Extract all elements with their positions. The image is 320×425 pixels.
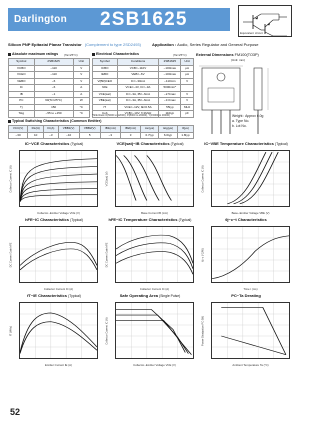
header-cell: IB2(mA) bbox=[120, 126, 140, 133]
plot-area bbox=[19, 150, 98, 207]
plot-title: IC−VBE Temperature Characteristics (Typical) bbox=[204, 141, 288, 146]
package-lot-no: b. Lot No. bbox=[232, 124, 247, 128]
table-cell: −55 to +150 bbox=[34, 111, 73, 118]
y-axis-label: Collector Current IC (A) bbox=[9, 165, 13, 193]
table-cell: pF bbox=[181, 111, 194, 118]
table-cell: 10 bbox=[28, 132, 44, 139]
x-axis-label: Base−Emitter Voltage VBE (V) bbox=[231, 211, 270, 215]
table-cell: 0.7typ bbox=[141, 132, 159, 139]
elec-title: Electrical Characteristics bbox=[92, 52, 139, 56]
x-axis-label: Collector Current IC (A) bbox=[139, 287, 170, 291]
y-axis-label: DC Current Gain hFE bbox=[9, 242, 13, 268]
curve bbox=[221, 307, 286, 354]
header-cell: IC(A) bbox=[44, 126, 58, 133]
x-axis-label: Collector−Emitter Voltage VCE (V) bbox=[37, 211, 80, 215]
y-axis-label: Collector Current IC (A) bbox=[201, 165, 205, 193]
header-cell: tf(μs) bbox=[177, 126, 193, 133]
characteristic-plot bbox=[8, 143, 100, 215]
table-cell: −2.5max bbox=[159, 91, 181, 98]
switching-title: Typical Switching Characteristics (Common Emitter) bbox=[8, 119, 101, 123]
plot-title: θj−c−t Characteristics bbox=[225, 217, 267, 222]
header-cell: Symbol bbox=[93, 59, 118, 66]
curve bbox=[20, 174, 97, 202]
header-cell: 2SB1625 bbox=[159, 59, 181, 66]
y-axis-label: fT (MHz) bbox=[9, 325, 13, 337]
plot-area bbox=[115, 150, 194, 207]
y-axis-label: VCE(sat) (V) bbox=[105, 171, 109, 187]
header-cell: Symbol bbox=[9, 59, 35, 66]
plot-title: VCE(sat)−IB Characteristics (Typical) bbox=[116, 141, 184, 146]
table-cell: V bbox=[73, 72, 89, 79]
abs-max-condition: (Ta=25°C) bbox=[64, 53, 78, 57]
table-cell: −6 bbox=[34, 85, 73, 92]
table-cell: −3 bbox=[44, 132, 58, 139]
table-cell: V bbox=[73, 65, 89, 72]
table-cell: Tj bbox=[9, 104, 35, 111]
table-cell: ICBO bbox=[93, 65, 118, 72]
table-cell: VBE(sat) bbox=[93, 98, 118, 105]
table-cell: −100max bbox=[159, 72, 181, 79]
table-cell: IC bbox=[9, 85, 35, 92]
y-axis-label: θj−c (°C/W) bbox=[201, 248, 205, 262]
application-text: Audio, Series Regulator and General Purpose bbox=[177, 42, 259, 47]
page-number: 52 bbox=[10, 407, 21, 417]
curve bbox=[20, 182, 97, 202]
abs-max-table bbox=[8, 58, 90, 118]
table-cell: MHz bbox=[181, 104, 194, 111]
characteristic-plot bbox=[8, 219, 100, 291]
curve bbox=[116, 321, 191, 355]
table-cell: 60(Tc=25°C) bbox=[34, 98, 73, 105]
curve bbox=[20, 313, 97, 353]
y-axis-label: Power Dissipation PC (W) bbox=[201, 316, 205, 346]
table-cell: −1 bbox=[34, 91, 73, 98]
table-cell: A bbox=[73, 85, 89, 92]
y-axis-label: Collector Current IC (A) bbox=[105, 317, 109, 345]
header-cell: Conditions bbox=[117, 59, 159, 66]
curve bbox=[116, 243, 193, 269]
table-cell: 6.0typ bbox=[159, 132, 178, 139]
plot-title: fT−IE Characteristics (Typical) bbox=[27, 293, 81, 298]
plot-area bbox=[211, 302, 290, 359]
curve bbox=[147, 155, 172, 200]
table-cell: −10 bbox=[58, 132, 79, 139]
y-axis-label: DC Current Gain hFE bbox=[105, 242, 109, 268]
table-cell: W bbox=[73, 98, 89, 105]
abs-max-row bbox=[9, 111, 90, 118]
table-cell: IC=−3A, IB=−6mA bbox=[117, 91, 159, 98]
device-description bbox=[8, 42, 141, 47]
table-cell: IC=−30mA bbox=[117, 78, 159, 85]
switching-table bbox=[8, 125, 194, 139]
x-axis-label: Collector Current IC (A) bbox=[43, 287, 74, 291]
table-cell: V bbox=[181, 91, 194, 98]
plot-area bbox=[211, 150, 290, 207]
table-cell: VCBO bbox=[9, 65, 35, 72]
elec-condition: (Ta=25°C) bbox=[173, 53, 187, 57]
header-cell: VBB1(V) bbox=[58, 126, 79, 133]
characteristic-plot bbox=[104, 143, 196, 215]
table-cell: 5 bbox=[79, 132, 100, 139]
header-cell: 2SB1625 bbox=[34, 59, 73, 66]
curve bbox=[212, 236, 289, 279]
table-cell: PC bbox=[9, 98, 35, 105]
part-number: 2SB1625 bbox=[100, 9, 188, 30]
header-cell: tstg(μs) bbox=[159, 126, 178, 133]
curve bbox=[116, 310, 185, 353]
plot-area bbox=[115, 226, 194, 283]
table-cell: V bbox=[181, 78, 194, 85]
header-cell: Unit bbox=[73, 59, 89, 66]
package-weight: Weight : Approx 6.0g bbox=[232, 114, 264, 118]
x-axis-label: Ambient Temperature Ta (°C) bbox=[232, 363, 269, 367]
curve bbox=[116, 155, 136, 200]
application-line bbox=[152, 42, 259, 47]
table-cell: V(BR)CEO bbox=[93, 78, 118, 85]
curve bbox=[20, 194, 97, 201]
characteristic-plot bbox=[200, 143, 292, 215]
table-cell: fT bbox=[93, 104, 118, 111]
header-cell: IB1(mA) bbox=[100, 126, 120, 133]
table-cell: −3.0max bbox=[159, 98, 181, 105]
application-label: Application : bbox=[152, 42, 177, 47]
plot-title: PC−Ta Derating bbox=[231, 293, 261, 298]
table-cell: 150 bbox=[34, 104, 73, 111]
package-type-no: a. Type No. bbox=[232, 119, 250, 123]
external-unit: (Unit: mm) bbox=[231, 58, 245, 62]
table-cell: −110min bbox=[159, 78, 181, 85]
abs-max-title: Absolute maximum ratings bbox=[8, 52, 58, 56]
hfe-rank-footnote: *hFE Rank O(5000 to 12000), P(8000 to 20000), Y(15000 to 30000) bbox=[92, 114, 170, 117]
switching-data-row bbox=[9, 132, 194, 139]
table-cell: A bbox=[73, 91, 89, 98]
curve bbox=[20, 249, 97, 270]
characteristic-plot bbox=[104, 295, 196, 367]
characteristic-plot bbox=[8, 295, 100, 367]
header-cell: Unit bbox=[181, 59, 194, 66]
curve bbox=[221, 336, 286, 355]
table-cell: VEBO bbox=[9, 78, 35, 85]
table-cell: IB bbox=[9, 91, 35, 98]
plot-title: Safe Operating Area (Single Pulse) bbox=[119, 293, 181, 298]
table-cell: −6 bbox=[34, 78, 73, 85]
plot-area bbox=[19, 302, 98, 359]
table-cell: μA bbox=[181, 65, 194, 72]
characteristic-plot bbox=[200, 219, 292, 291]
table-cell: 3 bbox=[120, 132, 140, 139]
table-cell: −3 bbox=[100, 132, 120, 139]
table-cell: Cob bbox=[93, 111, 118, 118]
table-cell: −110 bbox=[34, 72, 73, 79]
header-cell: VCC(V) bbox=[9, 126, 28, 133]
table-cell: −110 bbox=[34, 65, 73, 72]
table-cell: 5000min* bbox=[159, 85, 181, 92]
table-cell: 1.8typ bbox=[177, 132, 193, 139]
curve bbox=[20, 322, 97, 354]
table-cell: IEBO bbox=[93, 72, 118, 79]
x-axis-label: Collector−Emitter Voltage VCE (V) bbox=[133, 363, 176, 367]
x-axis-label: Emitter Current IE (A) bbox=[45, 363, 72, 367]
plot-area bbox=[19, 226, 98, 283]
table-cell: V bbox=[181, 98, 194, 105]
table-cell: μA bbox=[181, 72, 194, 79]
symbol-caption: Equivalent circuit bbox=[240, 31, 263, 35]
characteristic-plot bbox=[200, 295, 292, 367]
table-cell: −100max bbox=[159, 65, 181, 72]
table-cell: IC=−3A, IB=−6mA bbox=[117, 98, 159, 105]
table-cell: Tstg bbox=[9, 111, 35, 118]
plot-title: hFE−IC Temperature Characteristics (Typical) bbox=[108, 217, 192, 222]
table-cell: VCE=−12V, IE=0.5A bbox=[117, 104, 159, 111]
plot-title: hFE−IC Characteristics (Typical) bbox=[25, 217, 83, 222]
table-cell: VCEO bbox=[9, 72, 35, 79]
series-label: Darlington bbox=[14, 14, 67, 25]
curve bbox=[124, 155, 147, 200]
characteristic-plot bbox=[104, 219, 196, 291]
plot-area bbox=[115, 302, 194, 359]
complement-note: (Complement to type 2SD2493) bbox=[84, 42, 141, 47]
device-type: Silicon PNP Epitaxial Planar Transistor bbox=[8, 42, 82, 47]
header-cell: VBB2(V) bbox=[79, 126, 100, 133]
table-cell: 110typ bbox=[159, 111, 181, 118]
table-cell: 55typ bbox=[159, 104, 181, 111]
plot-area bbox=[211, 226, 290, 283]
table-cell: VEB=−6V bbox=[117, 72, 159, 79]
table-cell: °C bbox=[73, 111, 89, 118]
table-cell: hFE bbox=[93, 85, 118, 92]
external-dimensions-title: External Dimensions FM100(TO3P) bbox=[196, 53, 259, 57]
table-cell: V bbox=[73, 78, 89, 85]
header-cell: RL(Ω) bbox=[28, 126, 44, 133]
table-cell: VCB=−110V bbox=[117, 65, 159, 72]
table-cell: °C bbox=[73, 104, 89, 111]
table-cell: VCB=−10V, f=1MHz bbox=[117, 111, 159, 118]
table-cell: VCE=−4V, IC=−3A bbox=[117, 85, 159, 92]
x-axis-label: Base Current IB (mA) bbox=[141, 211, 168, 215]
x-axis-label: Time t (ms) bbox=[243, 287, 258, 291]
table-cell: VCE(sat) bbox=[93, 91, 118, 98]
header-cell: ton(μs) bbox=[141, 126, 159, 133]
table-cell: −30 bbox=[9, 132, 28, 139]
plot-title: IC−VCE Characteristics (Typical) bbox=[24, 141, 84, 146]
elec-table bbox=[92, 58, 194, 118]
